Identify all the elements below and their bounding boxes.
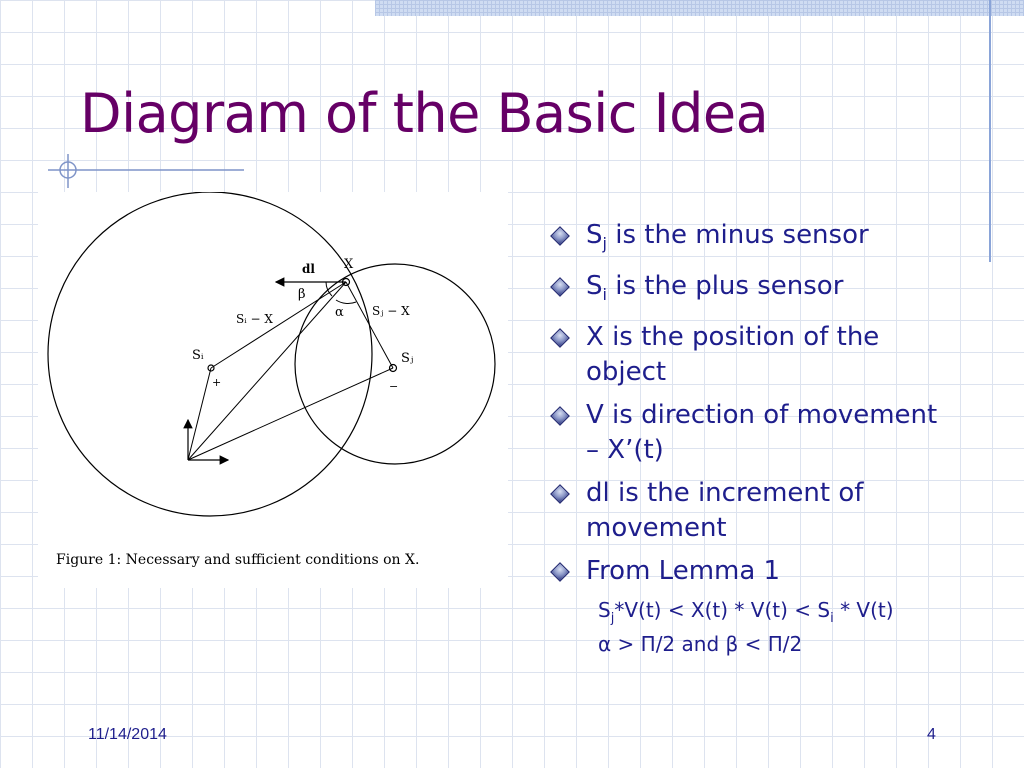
footer-date: 11/14/2014 — [88, 726, 167, 743]
small-circle — [295, 264, 495, 464]
bullet-item: $S_j$ is the minus sensor — [548, 218, 948, 261]
figure — [38, 192, 508, 588]
label-x: X — [344, 257, 354, 272]
line-origin-si — [188, 368, 211, 460]
label-sj-minus-x: Sⱼ − X — [372, 304, 410, 318]
diamond-bullet-icon — [550, 406, 570, 426]
label-alpha: α — [335, 305, 344, 320]
right-decorative-rule — [989, 0, 991, 262]
label-minus: − — [389, 380, 399, 393]
bullet-item: dl is the increment of movement — [548, 476, 948, 546]
label-sj: Sⱼ — [401, 351, 414, 366]
bullet-list — [548, 218, 948, 597]
bullet-item: V is direction of movement – X’(t) — [548, 398, 948, 468]
bullet-item: $S_i$ is the plus sensor — [548, 269, 948, 312]
bullet-item: From Lemma 1 — [548, 554, 948, 589]
label-si-minus-x: Sᵢ − X — [236, 312, 273, 326]
figure-caption: Figure 1: Necessary and sufficient conditions on X. — [56, 552, 420, 568]
label-dl: dl — [302, 262, 315, 276]
diamond-bullet-icon — [550, 328, 570, 348]
label-beta: β — [298, 287, 306, 302]
line-si-x — [211, 282, 346, 368]
diamond-bullet-icon — [550, 226, 570, 246]
slide-title: Diagram of the Basic Idea — [80, 82, 769, 145]
bullet-item: X is the position of the object — [548, 320, 948, 390]
large-circle — [48, 192, 372, 516]
geometry-diagram — [38, 192, 508, 588]
line-x-sj — [346, 282, 393, 368]
title-underline-ornament — [44, 152, 254, 192]
alpha-arc — [336, 300, 356, 304]
sub-point-angles: α > Π/2 and β < Π/2 — [598, 632, 803, 656]
diamond-bullet-icon — [550, 484, 570, 504]
sub-point-inequality: $S_j*V(t) < X(t) * V(t) < S_i * V(t)$ — [598, 598, 894, 626]
label-si: Sᵢ — [192, 348, 204, 363]
diamond-bullet-icon — [550, 562, 570, 582]
top-decorative-band — [375, 0, 1024, 16]
page-number: 4 — [927, 726, 936, 743]
diamond-bullet-icon — [550, 277, 570, 297]
label-plus: + — [212, 376, 222, 389]
